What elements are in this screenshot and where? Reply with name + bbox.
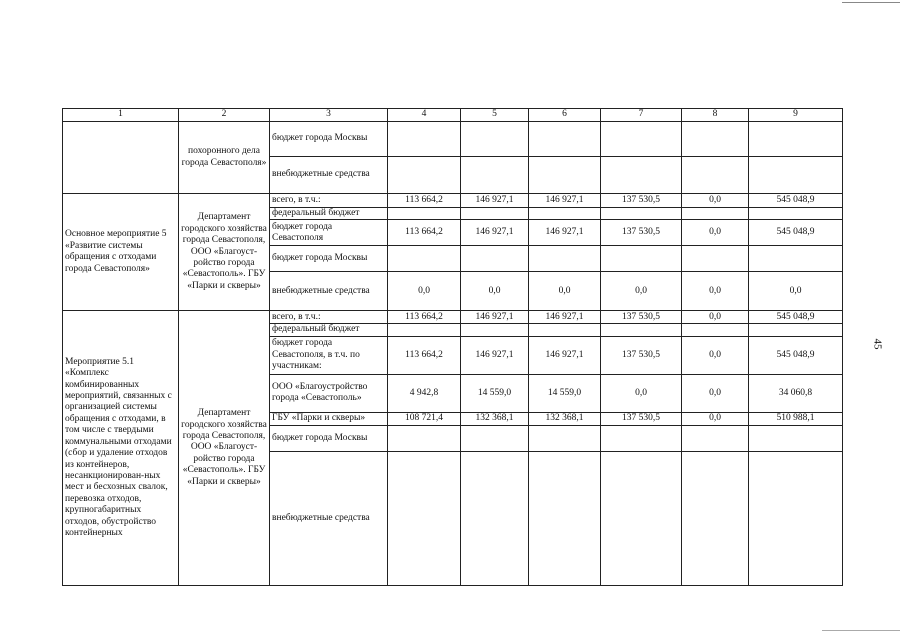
value-cell: 146 927,1 <box>529 311 601 324</box>
value-cell <box>529 324 601 336</box>
value-cell: 545 048,9 <box>749 220 843 246</box>
source-cell: бюджет города Москвы <box>270 122 388 157</box>
value-cell <box>461 122 529 157</box>
source-cell: федеральный бюджет <box>270 208 388 220</box>
source-cell: бюджет города Москвы <box>270 246 388 272</box>
activity-cell: Мероприятие 5.1 «Комплекс комбинированных мероприятий, связанных с организацией системы обращения с отходами, в том числе с твердыми коммунальными отходами (сбор и удаление отходов из контейнеров, несанкционирован-ных мест и бесхозных свалок, перевозка отходов, крупногабаритных отходов, обустройство контейнерных <box>63 311 179 585</box>
value-cell: 0,0 <box>601 272 682 311</box>
source-cell: федеральный бюджет <box>270 324 388 336</box>
source-cell: внебюджетные средства <box>270 451 388 585</box>
executor-cell: Департамент городского хозяйства города Севастополя, ООО «Благоуст-ройство города «Севастополь». ГБУ «Парки и скверы» <box>179 194 270 311</box>
value-cell: 0,0 <box>682 374 749 412</box>
top-rule <box>842 2 900 3</box>
col-header: 6 <box>529 109 601 122</box>
value-cell <box>749 208 843 220</box>
source-cell: бюджет города Севастополя, в т.ч. по участникам: <box>270 336 388 374</box>
value-cell: 137 530,5 <box>601 220 682 246</box>
value-cell: 113 664,2 <box>388 194 461 208</box>
table-row <box>63 122 843 157</box>
value-cell: 0,0 <box>388 272 461 311</box>
value-cell: 4 942,8 <box>388 374 461 412</box>
value-cell <box>682 425 749 451</box>
source-cell: внебюджетные средства <box>270 272 388 311</box>
col-header: 7 <box>601 109 682 122</box>
value-cell: 132 368,1 <box>461 412 529 425</box>
col-header: 5 <box>461 109 529 122</box>
value-cell: 137 530,5 <box>601 311 682 324</box>
value-cell <box>461 324 529 336</box>
value-cell: 137 530,5 <box>601 336 682 374</box>
value-cell: 510 988,1 <box>749 412 843 425</box>
value-cell <box>461 157 529 194</box>
value-cell: 113 664,2 <box>388 336 461 374</box>
value-cell <box>601 157 682 194</box>
value-cell <box>388 208 461 220</box>
value-cell <box>749 246 843 272</box>
value-cell <box>682 324 749 336</box>
value-cell <box>388 451 461 585</box>
value-cell: 545 048,9 <box>749 336 843 374</box>
value-cell: 545 048,9 <box>749 311 843 324</box>
value-cell <box>529 246 601 272</box>
value-cell <box>601 122 682 157</box>
value-cell <box>461 208 529 220</box>
value-cell: 34 060,8 <box>749 374 843 412</box>
value-cell <box>461 451 529 585</box>
value-cell: 146 927,1 <box>529 336 601 374</box>
value-cell <box>601 208 682 220</box>
value-cell: 146 927,1 <box>461 220 529 246</box>
value-cell: 108 721,4 <box>388 412 461 425</box>
activity-cell: Основное мероприятие 5 «Развитие системы обращения с отходами города Севастополя» <box>63 194 179 311</box>
value-cell: 0,0 <box>682 412 749 425</box>
value-cell <box>682 208 749 220</box>
value-cell: 146 927,1 <box>461 311 529 324</box>
executor-cell: Департамент городского хозяйства города Севастополя, ООО «Благоуст-ройство города «Севастополь». ГБУ «Парки и скверы» <box>179 311 270 585</box>
value-cell <box>529 451 601 585</box>
value-cell: 113 664,2 <box>388 220 461 246</box>
col-header: 4 <box>388 109 461 122</box>
source-cell: бюджет города Москвы <box>270 425 388 451</box>
col-header: 2 <box>179 109 270 122</box>
table-row <box>63 311 843 324</box>
value-cell <box>461 246 529 272</box>
value-cell <box>529 425 601 451</box>
source-cell: внебюджетные средства <box>270 157 388 194</box>
value-cell: 14 559,0 <box>461 374 529 412</box>
value-cell <box>749 324 843 336</box>
source-cell: ГБУ «Парки и скверы» <box>270 412 388 425</box>
executor-cell: похоронного дела города Севастополя» <box>179 122 270 194</box>
value-cell <box>461 425 529 451</box>
value-cell <box>388 157 461 194</box>
value-cell: 137 530,5 <box>601 194 682 208</box>
source-cell: всего, в т.ч.: <box>270 311 388 324</box>
value-cell <box>388 425 461 451</box>
value-cell: 132 368,1 <box>529 412 601 425</box>
value-cell: 0,0 <box>461 272 529 311</box>
col-header: 9 <box>749 109 843 122</box>
value-cell: 0,0 <box>682 220 749 246</box>
value-cell: 0,0 <box>682 311 749 324</box>
page-number: 45 <box>871 338 884 350</box>
table-row <box>63 194 843 208</box>
source-cell: всего, в т.ч.: <box>270 194 388 208</box>
value-cell <box>388 122 461 157</box>
bottom-rule <box>822 630 900 631</box>
col-header: 3 <box>270 109 388 122</box>
value-cell: 0,0 <box>601 374 682 412</box>
value-cell: 146 927,1 <box>529 220 601 246</box>
value-cell: 14 559,0 <box>529 374 601 412</box>
source-cell: ООО «Благоустройство города «Севастополь» <box>270 374 388 412</box>
value-cell <box>749 451 843 585</box>
value-cell <box>601 451 682 585</box>
value-cell: 113 664,2 <box>388 311 461 324</box>
value-cell <box>529 157 601 194</box>
value-cell: 146 927,1 <box>461 336 529 374</box>
source-cell: бюджет города Севастополя <box>270 220 388 246</box>
value-cell: 0,0 <box>682 336 749 374</box>
value-cell: 0,0 <box>682 194 749 208</box>
value-cell <box>682 122 749 157</box>
col-header: 1 <box>63 109 179 122</box>
value-cell: 146 927,1 <box>529 194 601 208</box>
value-cell: 0,0 <box>682 272 749 311</box>
value-cell <box>749 425 843 451</box>
header-row <box>63 109 843 122</box>
value-cell: 137 530,5 <box>601 412 682 425</box>
value-cell <box>529 208 601 220</box>
value-cell: 545 048,9 <box>749 194 843 208</box>
value-cell <box>388 246 461 272</box>
value-cell <box>388 324 461 336</box>
col-header: 8 <box>682 109 749 122</box>
table-body <box>63 109 843 586</box>
value-cell <box>682 157 749 194</box>
value-cell: 0,0 <box>749 272 843 311</box>
value-cell <box>529 122 601 157</box>
value-cell <box>749 157 843 194</box>
activity-cell <box>63 122 179 194</box>
value-cell <box>601 246 682 272</box>
value-cell: 146 927,1 <box>461 194 529 208</box>
value-cell: 0,0 <box>529 272 601 311</box>
financing-table <box>62 108 843 586</box>
value-cell <box>601 324 682 336</box>
value-cell <box>682 246 749 272</box>
value-cell <box>601 425 682 451</box>
value-cell <box>682 451 749 585</box>
value-cell <box>749 122 843 157</box>
